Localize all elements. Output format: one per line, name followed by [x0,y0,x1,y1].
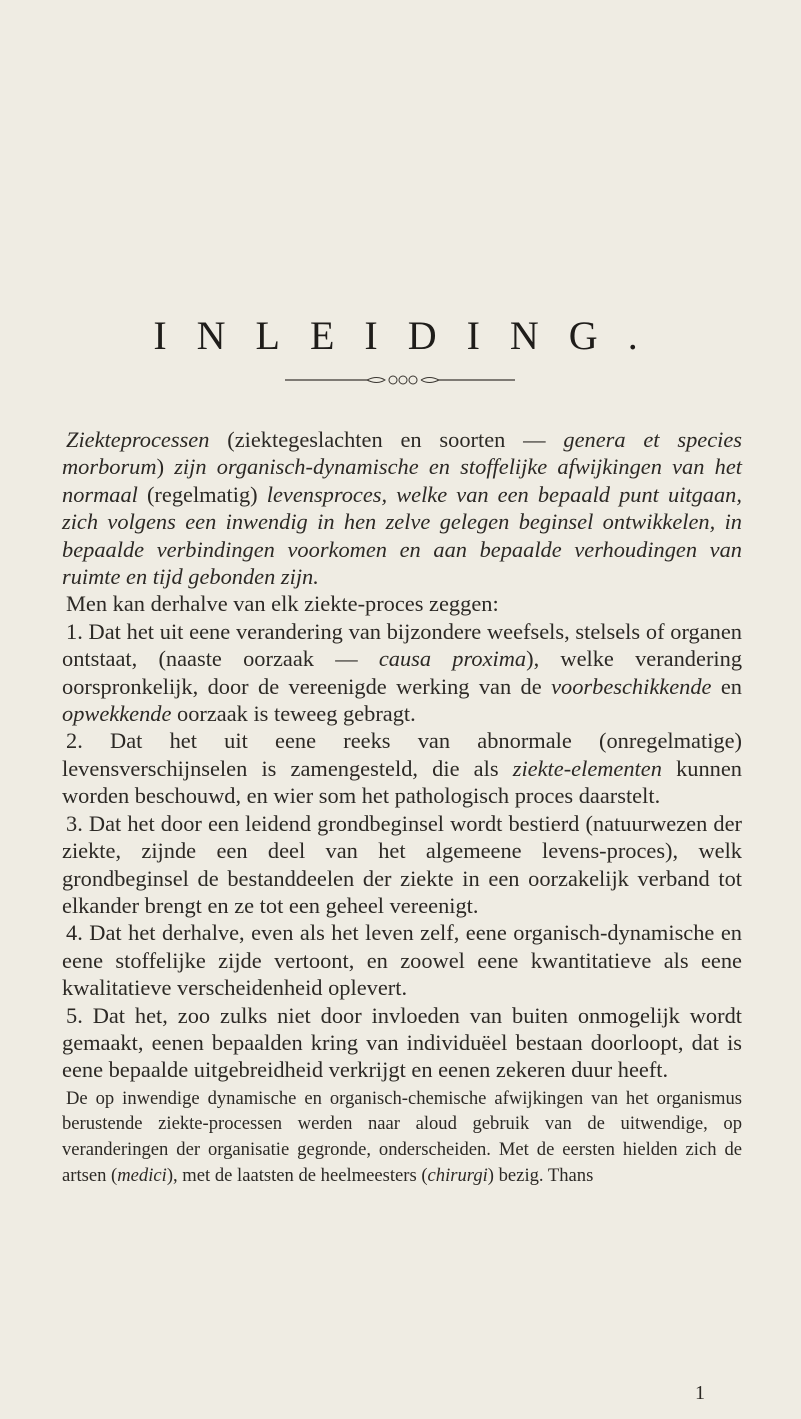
item-text: ), welke verandering oorspronkelijk, door de vereenigde werking van de [62,646,743,699]
intro-term: Ziekteprocessen [66,427,210,452]
closing-paragraph [62,1086,742,1188]
list-item [62,1002,742,1084]
closing-latin: chirurgi [427,1164,488,1186]
page-number: 1 [695,1382,705,1404]
lead-line: Men kan derhalve van elk ziekte-proces zeggen: [66,591,499,617]
intro-paragraph [62,426,742,590]
item-text: en [711,673,742,699]
item-number: 3. [66,810,83,836]
intro-definition-1: zijn organisch-dynamische en stoffelijke afwijkingen van het normaal [62,454,742,507]
item-text: Dat het, zoo zulks niet door invloeden van buiten onmogelijk wordt gemaakt, eenen bepaalden kring van individuëel bestaan doorloopt, dat is eene bepaalde uitgebreidheid verkrijgt en eenen zekeren duur heeft. [62,1002,742,1083]
item-number: 5. [66,1002,83,1028]
closing-text: De op inwendige dynamische en organisch-chemische afwijkingen van het organismus berustende ziekte-processen werden naar aloud gebruik van de uitwendige, op veranderingen der organisatie gegronde, onderscheiden. Met de eersten hielden zich de artsen ( [62,1087,742,1186]
intro-text-1: (ziektegeslachten en soorten — [209,427,564,452]
item-number: 1. [66,618,83,644]
item-emphasis: opwekkende [62,701,172,727]
closing-text: ) bezig. Thans [487,1164,594,1186]
chapter-title: INLEIDING. [153,313,668,358]
decorative-rule-icon [285,373,515,387]
list-item [62,919,742,1001]
list-item [62,727,742,809]
item-emphasis: ziekte-elementen [512,755,662,781]
intro-latin: genera et species morborum [62,427,743,480]
intro-definition-2: levensproces, welke van een bepaald punt uitgaan, zich volgens een inwendig in hen zelve gelegen beginsel ontwikkelen, in bepaalde verbindingen voorkomen en aan bepaalde verhoudingen van ruimte en tijd gebonden zijn. [62,481,742,590]
closing-text: ), met de laatsten de heelmeesters ( [166,1164,428,1186]
item-text: Dat het uit eene reeks van abnormale (onregelmatige) levensverschijnselen is zamengesteld, die als [62,728,742,781]
item-text: Dat het derhalve, even als het leven zelf, eene organisch-dynamische en eene stoffelijke zijde vertoont, en zoowel eene kwantitatieve als eene kwalitatieve verscheidenheid oplevert. [62,920,742,1001]
item-number: 4. [66,920,83,946]
closing-latin: medici [117,1164,167,1186]
item-text: Dat het door een leidend grondbeginsel wordt bestierd (natuurwezen der ziekte, zijnde een deel van het algemeene levens-proces), welk grondbeginsel de bestanddeelen der ziekte in een oorzakelijk verband tot elkander brengt en ze tot een geheel vereenigt. [62,810,742,918]
item-text: kunnen worden beschouwd, en wier som het pathologisch proces daarstelt. [62,755,743,809]
list-item [62,618,742,728]
item-number: 2. [66,728,83,754]
intro-text-2: ) [156,454,175,480]
item-emphasis: voorbeschikkende [551,673,712,699]
body-text [62,426,742,1188]
item-text: Dat het uit eene verandering van bijzondere weefsels, stelsels of organen ontstaat, (naaste oorzaak — [62,618,742,672]
item-latin: causa proxima [378,646,527,672]
intro-text-3: (regelmatig) [137,481,267,507]
list-item [62,810,742,920]
item-text: oorzaak is teweeg gebragt. [171,701,416,727]
